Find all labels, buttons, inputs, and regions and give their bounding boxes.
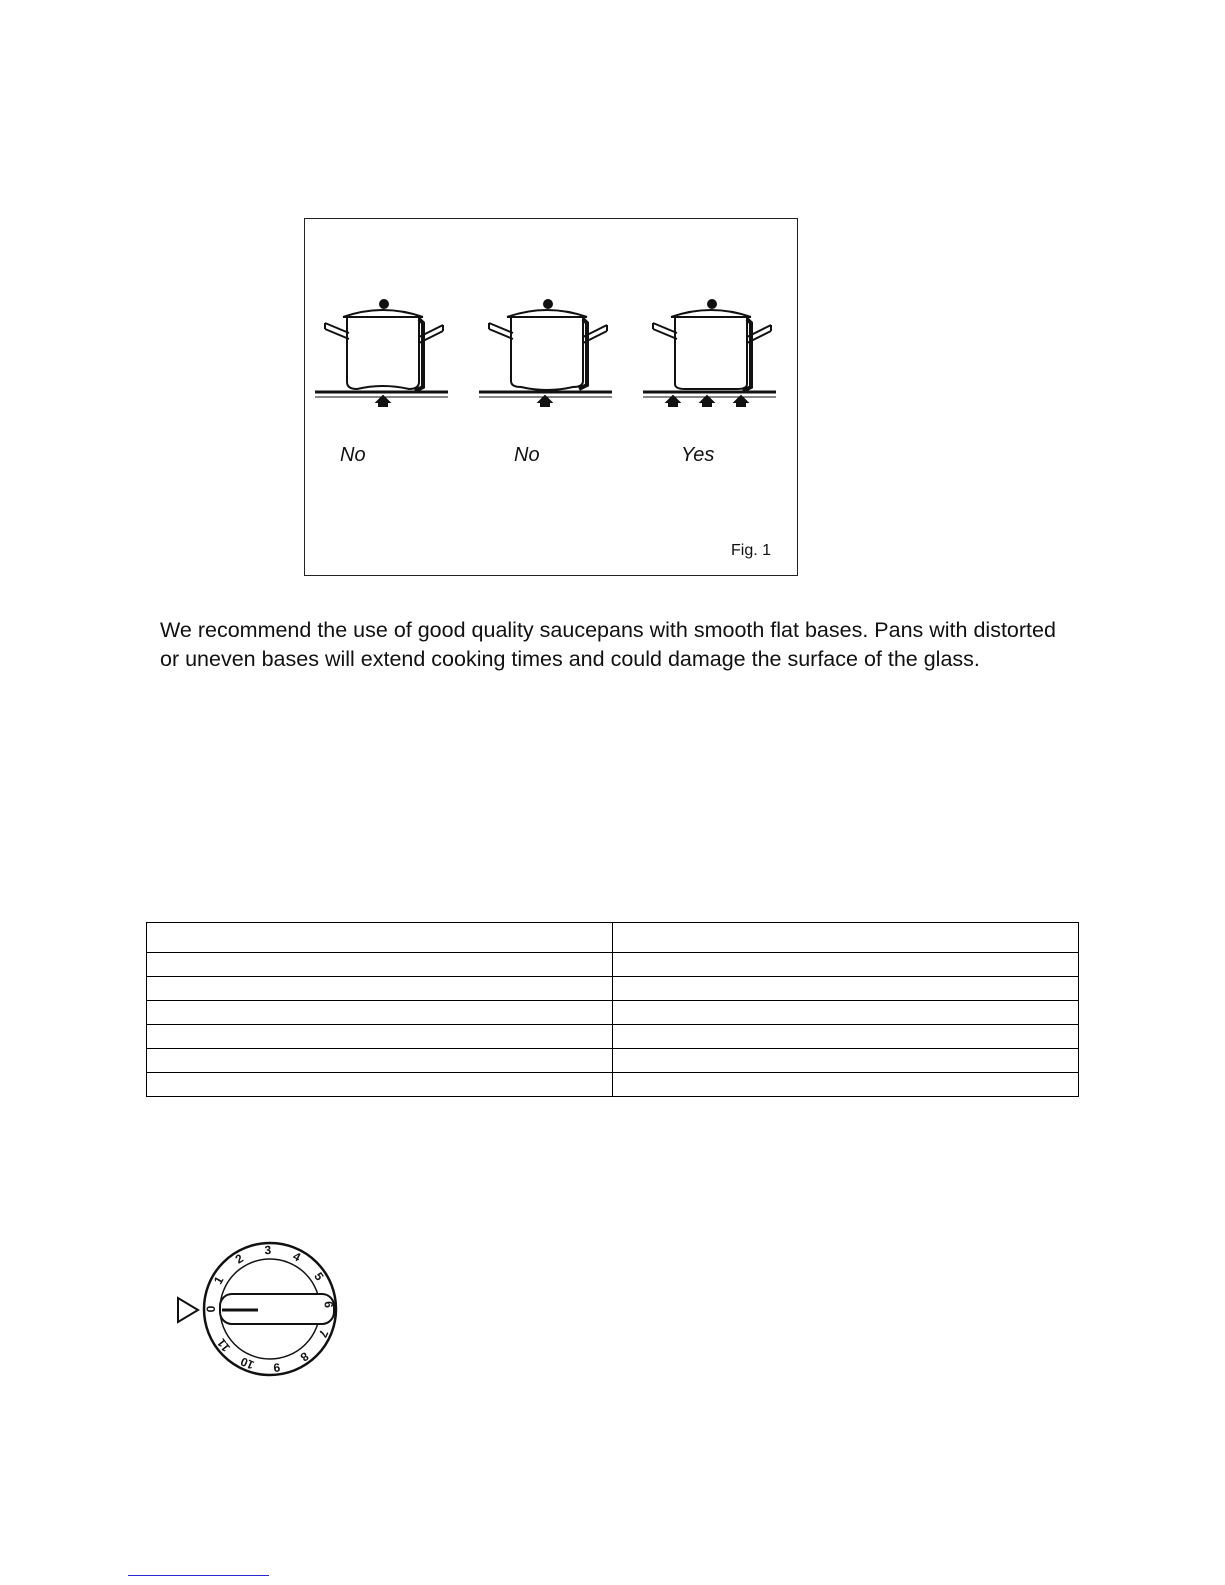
saucepans-illustration — [305, 219, 799, 577]
dial-number: 3 — [264, 1243, 272, 1258]
dial-number: 1 — [210, 1273, 227, 1287]
table-cell — [147, 977, 613, 1001]
table-row — [147, 977, 1079, 1001]
table-cell — [613, 1001, 1079, 1025]
pan-label-3: Yes — [681, 444, 715, 466]
dial-number: 8 — [297, 1349, 312, 1365]
table-cell — [147, 1025, 613, 1049]
dial-number: 0 — [204, 1305, 219, 1313]
dial-number: 6 — [321, 1300, 336, 1309]
saucepan-icon-flat — [643, 300, 776, 406]
figure-1 — [304, 218, 798, 576]
table-cell — [613, 1073, 1079, 1097]
table-row — [147, 1001, 1079, 1025]
table-cell — [147, 953, 613, 977]
table-row — [147, 1073, 1079, 1097]
control-knob-icon — [172, 1235, 342, 1380]
figure-caption: Fig. 1 — [731, 542, 772, 559]
table-row — [147, 1049, 1079, 1073]
saucepan-icon-convex — [315, 300, 448, 406]
dial-number: 2 — [232, 1251, 246, 1267]
table-cell — [147, 923, 613, 953]
saucepan-recommendation-text: We recommend the use of good quality saucepans with smooth flat bases. Pans with distorted or uneven bases will extend cooking times and could damage the surface of the glass. — [160, 618, 1056, 671]
saucepan-icon-concave — [479, 300, 612, 406]
table-cell — [613, 1025, 1079, 1049]
dial-number: 11 — [214, 1335, 234, 1355]
table-cell — [613, 923, 1079, 953]
table-row — [147, 923, 1079, 953]
dial-number: 7 — [315, 1327, 332, 1340]
table-row — [147, 1025, 1079, 1049]
table-row — [147, 953, 1079, 977]
dial-number: 9 — [272, 1360, 281, 1375]
pointer-triangle-icon — [178, 1298, 198, 1322]
table-cell — [147, 1049, 613, 1073]
table-cell — [613, 953, 1079, 977]
table-cell — [613, 977, 1079, 1001]
footer-divider — [128, 1575, 269, 1576]
info-table — [146, 922, 1079, 1097]
table-cell — [147, 1001, 613, 1025]
dial-number: 5 — [311, 1269, 327, 1284]
dial-number: 4 — [290, 1248, 303, 1265]
dial-number: 10 — [238, 1354, 257, 1373]
table-cell — [613, 1049, 1079, 1073]
pan-label-1: No — [340, 444, 366, 466]
table-cell — [147, 1073, 613, 1097]
pan-label-2: No — [514, 444, 540, 466]
